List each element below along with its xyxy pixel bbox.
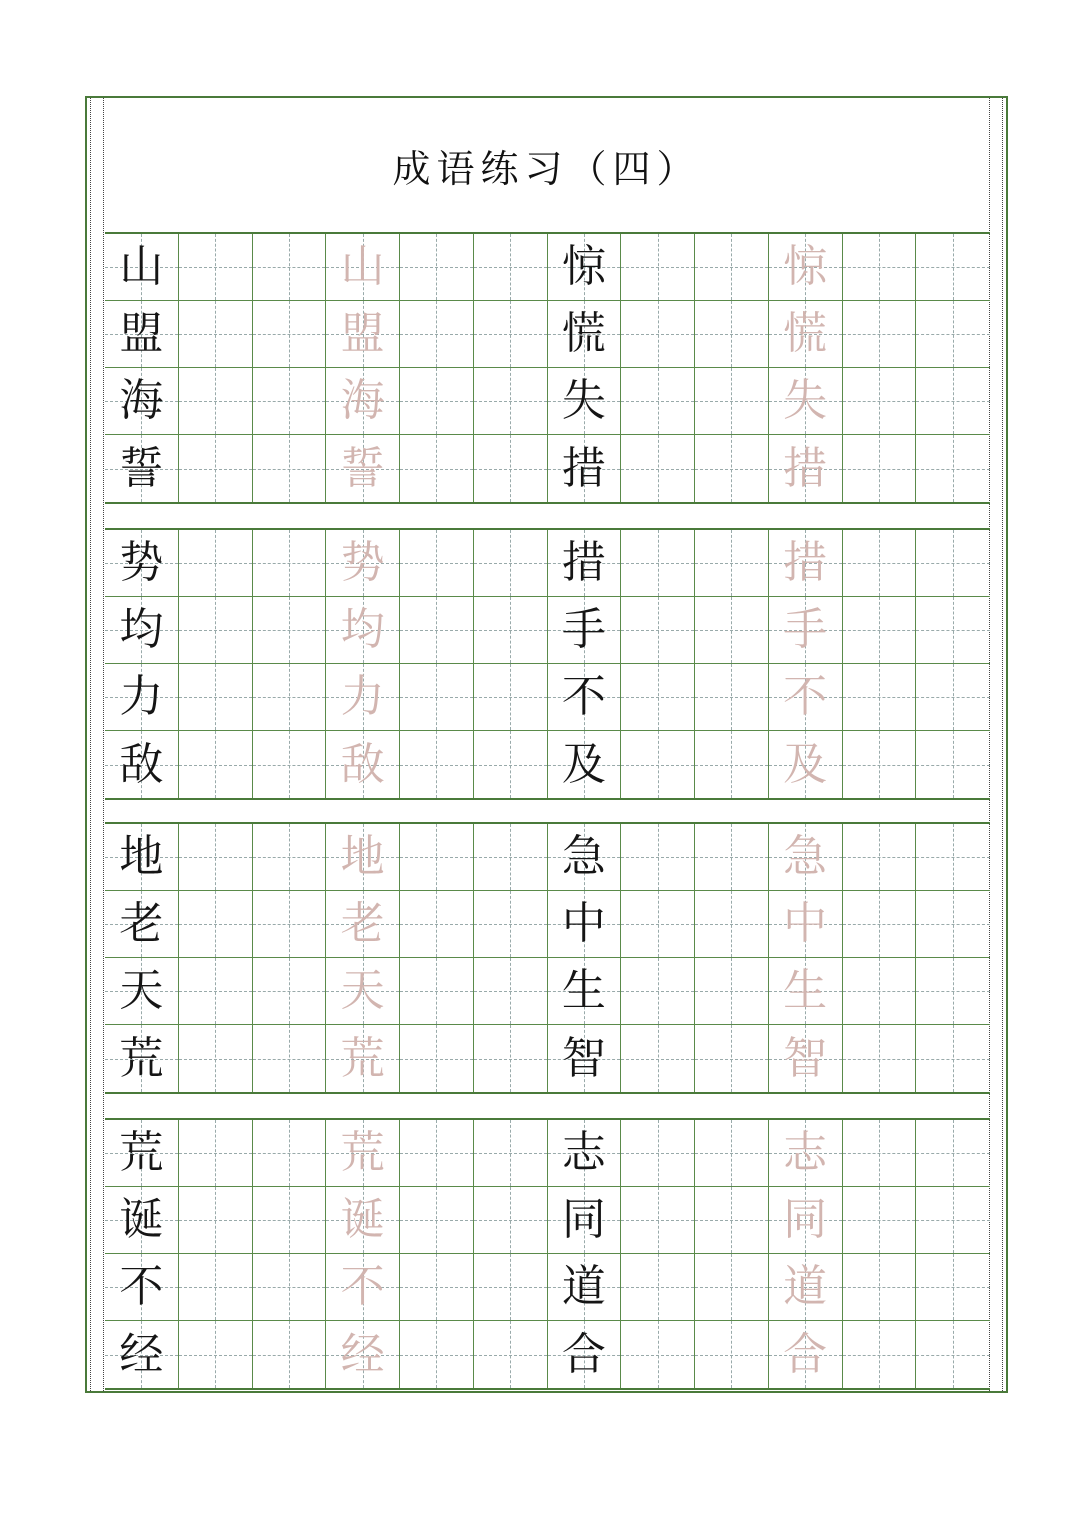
writing-cell[interactable] bbox=[843, 1120, 917, 1187]
writing-cell[interactable] bbox=[253, 368, 327, 435]
writing-cell[interactable] bbox=[769, 1187, 843, 1254]
practice-sheet bbox=[85, 96, 1008, 1393]
writing-cell[interactable] bbox=[548, 958, 622, 1025]
writing-cell[interactable] bbox=[474, 664, 548, 731]
writing-cell[interactable] bbox=[326, 664, 400, 731]
writing-cell[interactable] bbox=[769, 664, 843, 731]
writing-cell[interactable] bbox=[105, 664, 179, 731]
writing-cell[interactable] bbox=[843, 1254, 917, 1321]
writing-cell[interactable] bbox=[695, 824, 769, 891]
writing-cell[interactable] bbox=[474, 731, 548, 798]
writing-cell[interactable] bbox=[474, 1120, 548, 1187]
writing-cell[interactable] bbox=[695, 664, 769, 731]
trace-character: 盟 bbox=[340, 308, 385, 359]
writing-cell[interactable] bbox=[695, 1321, 769, 1388]
trace-character: 誓 bbox=[340, 442, 385, 494]
trace-character: 力 bbox=[340, 671, 385, 722]
writing-cell[interactable] bbox=[105, 958, 179, 1025]
writing-cell[interactable] bbox=[843, 435, 917, 502]
trace-character: 荒 bbox=[340, 1127, 385, 1178]
grid-row bbox=[105, 824, 990, 891]
writing-cell[interactable] bbox=[621, 1120, 695, 1187]
trace-character: 生 bbox=[783, 965, 828, 1016]
writing-cell[interactable] bbox=[326, 1187, 400, 1254]
writing-cell[interactable] bbox=[916, 891, 990, 958]
grid-row bbox=[105, 1254, 990, 1321]
writing-cell[interactable] bbox=[105, 1321, 179, 1388]
writing-cell[interactable] bbox=[769, 530, 843, 597]
writing-cell[interactable] bbox=[843, 234, 917, 301]
model-character: 生 bbox=[561, 965, 606, 1016]
writing-cell[interactable] bbox=[400, 1321, 474, 1388]
writing-cell[interactable] bbox=[253, 530, 327, 597]
writing-cell[interactable] bbox=[621, 301, 695, 368]
writing-cell[interactable] bbox=[105, 824, 179, 891]
writing-cell[interactable] bbox=[769, 958, 843, 1025]
trace-character: 荒 bbox=[340, 1032, 385, 1084]
trace-character: 措 bbox=[783, 442, 828, 494]
writing-cell[interactable] bbox=[253, 1254, 327, 1321]
model-character: 老 bbox=[119, 898, 164, 949]
writing-cell[interactable] bbox=[326, 1120, 400, 1187]
writing-cell[interactable] bbox=[474, 824, 548, 891]
writing-cell[interactable] bbox=[326, 1321, 400, 1388]
writing-cell[interactable] bbox=[548, 1187, 622, 1254]
idiom-section bbox=[105, 528, 990, 800]
writing-cell[interactable] bbox=[695, 530, 769, 597]
writing-cell[interactable] bbox=[474, 958, 548, 1025]
writing-cell[interactable] bbox=[548, 1321, 622, 1388]
writing-cell[interactable] bbox=[400, 435, 474, 502]
model-character: 不 bbox=[561, 671, 606, 722]
model-character: 志 bbox=[561, 1127, 606, 1178]
writing-cell[interactable] bbox=[105, 435, 179, 502]
writing-cell[interactable] bbox=[400, 368, 474, 435]
writing-cell[interactable] bbox=[253, 301, 327, 368]
grid-row bbox=[105, 891, 990, 958]
model-character: 力 bbox=[119, 671, 164, 722]
writing-cell[interactable] bbox=[548, 891, 622, 958]
model-character: 智 bbox=[561, 1032, 606, 1084]
writing-cell[interactable] bbox=[548, 301, 622, 368]
writing-cell[interactable] bbox=[769, 301, 843, 368]
writing-cell[interactable] bbox=[179, 731, 253, 798]
writing-cell[interactable] bbox=[621, 234, 695, 301]
model-character: 急 bbox=[561, 831, 606, 882]
model-character: 同 bbox=[561, 1194, 606, 1245]
writing-cell[interactable] bbox=[695, 1120, 769, 1187]
grid-row bbox=[105, 234, 990, 301]
writing-cell[interactable] bbox=[843, 891, 917, 958]
writing-cell[interactable] bbox=[695, 234, 769, 301]
writing-cell[interactable] bbox=[253, 958, 327, 1025]
writing-cell[interactable] bbox=[105, 530, 179, 597]
writing-cell[interactable] bbox=[474, 530, 548, 597]
writing-cell[interactable] bbox=[916, 234, 990, 301]
writing-cell[interactable] bbox=[400, 1025, 474, 1092]
writing-cell[interactable] bbox=[843, 530, 917, 597]
writing-cell[interactable] bbox=[474, 891, 548, 958]
writing-cell[interactable] bbox=[769, 1120, 843, 1187]
model-character: 诞 bbox=[119, 1194, 164, 1245]
writing-cell[interactable] bbox=[695, 301, 769, 368]
model-character: 失 bbox=[561, 375, 606, 426]
trace-character: 诞 bbox=[340, 1194, 385, 1245]
writing-cell[interactable] bbox=[843, 368, 917, 435]
model-character: 措 bbox=[561, 442, 606, 494]
writing-cell[interactable] bbox=[326, 301, 400, 368]
grid-row bbox=[105, 301, 990, 368]
writing-cell[interactable] bbox=[400, 1254, 474, 1321]
grid-row bbox=[105, 1120, 990, 1187]
grid-row bbox=[105, 1187, 990, 1254]
writing-cell[interactable] bbox=[105, 1187, 179, 1254]
writing-cell[interactable] bbox=[916, 958, 990, 1025]
writing-cell[interactable] bbox=[916, 731, 990, 798]
writing-cell[interactable] bbox=[548, 530, 622, 597]
writing-cell[interactable] bbox=[400, 891, 474, 958]
writing-cell[interactable] bbox=[843, 958, 917, 1025]
writing-cell[interactable] bbox=[916, 301, 990, 368]
writing-cell[interactable] bbox=[326, 435, 400, 502]
writing-cell[interactable] bbox=[548, 824, 622, 891]
writing-cell[interactable] bbox=[326, 731, 400, 798]
writing-cell[interactable] bbox=[253, 891, 327, 958]
writing-cell[interactable] bbox=[474, 301, 548, 368]
writing-cell[interactable] bbox=[548, 1025, 622, 1092]
writing-cell[interactable] bbox=[916, 1120, 990, 1187]
writing-cell[interactable] bbox=[695, 731, 769, 798]
writing-cell[interactable] bbox=[843, 731, 917, 798]
writing-cell[interactable] bbox=[326, 234, 400, 301]
trace-character: 均 bbox=[340, 604, 385, 655]
writing-cell[interactable] bbox=[916, 1254, 990, 1321]
writing-cell[interactable] bbox=[769, 731, 843, 798]
writing-cell[interactable] bbox=[105, 731, 179, 798]
trace-character: 及 bbox=[783, 738, 828, 790]
writing-cell[interactable] bbox=[474, 368, 548, 435]
writing-cell[interactable] bbox=[695, 891, 769, 958]
model-character: 不 bbox=[119, 1261, 164, 1312]
writing-cell[interactable] bbox=[695, 368, 769, 435]
writing-cell[interactable] bbox=[548, 597, 622, 664]
grid-row bbox=[105, 597, 990, 664]
writing-cell[interactable] bbox=[916, 664, 990, 731]
writing-cell[interactable] bbox=[326, 597, 400, 664]
model-character: 及 bbox=[561, 738, 606, 790]
right-margin-dotted-line bbox=[1002, 98, 1003, 1391]
writing-cell[interactable] bbox=[253, 824, 327, 891]
trace-character: 不 bbox=[783, 671, 828, 722]
writing-cell[interactable] bbox=[179, 891, 253, 958]
trace-character: 失 bbox=[783, 375, 828, 426]
grid-row bbox=[105, 664, 990, 731]
model-character: 措 bbox=[561, 537, 606, 588]
writing-cell[interactable] bbox=[621, 435, 695, 502]
writing-cell[interactable] bbox=[400, 958, 474, 1025]
trace-character: 志 bbox=[783, 1127, 828, 1178]
model-character: 慌 bbox=[561, 308, 606, 359]
writing-cell[interactable] bbox=[916, 1321, 990, 1388]
trace-character: 天 bbox=[340, 965, 385, 1016]
trace-character: 手 bbox=[783, 604, 828, 655]
writing-cell[interactable] bbox=[621, 1321, 695, 1388]
writing-cell[interactable] bbox=[548, 368, 622, 435]
writing-cell[interactable] bbox=[843, 824, 917, 891]
writing-cell[interactable] bbox=[179, 1321, 253, 1388]
trace-character: 经 bbox=[340, 1328, 385, 1380]
writing-cell[interactable] bbox=[105, 234, 179, 301]
writing-cell[interactable] bbox=[474, 1254, 548, 1321]
writing-cell[interactable] bbox=[400, 301, 474, 368]
writing-cell[interactable] bbox=[769, 1321, 843, 1388]
writing-cell[interactable] bbox=[769, 1254, 843, 1321]
writing-cell[interactable] bbox=[621, 530, 695, 597]
writing-cell[interactable] bbox=[843, 597, 917, 664]
writing-cell[interactable] bbox=[105, 1025, 179, 1092]
writing-cell[interactable] bbox=[400, 731, 474, 798]
writing-cell[interactable] bbox=[326, 530, 400, 597]
trace-character: 慌 bbox=[783, 308, 828, 359]
trace-character: 敌 bbox=[340, 738, 385, 790]
writing-cell[interactable] bbox=[179, 597, 253, 664]
model-character: 海 bbox=[119, 375, 164, 426]
trace-character: 山 bbox=[340, 241, 385, 292]
model-character: 经 bbox=[119, 1328, 164, 1380]
writing-cell[interactable] bbox=[179, 1187, 253, 1254]
model-character: 地 bbox=[119, 831, 164, 882]
writing-cell[interactable] bbox=[253, 597, 327, 664]
writing-cell[interactable] bbox=[179, 301, 253, 368]
writing-cell[interactable] bbox=[326, 958, 400, 1025]
left-margin-dotted-line bbox=[90, 98, 91, 1391]
writing-cell[interactable] bbox=[400, 1187, 474, 1254]
writing-cell[interactable] bbox=[105, 891, 179, 958]
writing-cell[interactable] bbox=[179, 435, 253, 502]
trace-character: 地 bbox=[340, 831, 385, 882]
writing-cell[interactable] bbox=[548, 1120, 622, 1187]
model-character: 荒 bbox=[119, 1127, 164, 1178]
writing-cell[interactable] bbox=[400, 824, 474, 891]
model-character: 敌 bbox=[119, 738, 164, 790]
writing-cell[interactable] bbox=[548, 234, 622, 301]
model-character: 道 bbox=[561, 1261, 606, 1312]
grid-row bbox=[105, 958, 990, 1025]
writing-cell[interactable] bbox=[105, 1120, 179, 1187]
writing-cell[interactable] bbox=[326, 824, 400, 891]
writing-cell[interactable] bbox=[916, 1187, 990, 1254]
model-character: 誓 bbox=[119, 442, 164, 494]
writing-cell[interactable] bbox=[843, 1187, 917, 1254]
writing-cell[interactable] bbox=[695, 597, 769, 664]
writing-cell[interactable] bbox=[474, 597, 548, 664]
writing-cell[interactable] bbox=[326, 368, 400, 435]
trace-character: 措 bbox=[783, 537, 828, 588]
writing-cell[interactable] bbox=[400, 234, 474, 301]
writing-cell[interactable] bbox=[105, 1254, 179, 1321]
writing-cell[interactable] bbox=[474, 234, 548, 301]
idiom-section bbox=[105, 822, 990, 1094]
writing-cell[interactable] bbox=[179, 1120, 253, 1187]
writing-cell[interactable] bbox=[621, 891, 695, 958]
writing-cell[interactable] bbox=[916, 1025, 990, 1092]
writing-cell[interactable] bbox=[621, 1187, 695, 1254]
grid-row bbox=[105, 435, 990, 502]
idiom-section bbox=[105, 232, 990, 504]
model-character: 山 bbox=[119, 241, 164, 292]
writing-cell[interactable] bbox=[105, 301, 179, 368]
writing-cell[interactable] bbox=[179, 824, 253, 891]
writing-cell[interactable] bbox=[474, 1025, 548, 1092]
writing-cell[interactable] bbox=[621, 958, 695, 1025]
writing-cell[interactable] bbox=[400, 1120, 474, 1187]
writing-cell[interactable] bbox=[695, 1025, 769, 1092]
writing-cell[interactable] bbox=[916, 530, 990, 597]
writing-cell[interactable] bbox=[179, 1025, 253, 1092]
grid-row bbox=[105, 1321, 990, 1388]
writing-cell[interactable] bbox=[769, 597, 843, 664]
writing-cell[interactable] bbox=[769, 368, 843, 435]
grid-row bbox=[105, 530, 990, 597]
model-character: 均 bbox=[119, 604, 164, 655]
writing-cell[interactable] bbox=[769, 435, 843, 502]
writing-cell[interactable] bbox=[474, 435, 548, 502]
model-character: 天 bbox=[119, 965, 164, 1016]
model-character: 势 bbox=[119, 537, 164, 588]
writing-cell[interactable] bbox=[621, 1254, 695, 1321]
trace-character: 同 bbox=[783, 1194, 828, 1245]
writing-cell[interactable] bbox=[253, 1321, 327, 1388]
title-box bbox=[105, 98, 988, 232]
writing-cell[interactable] bbox=[548, 731, 622, 798]
writing-cell[interactable] bbox=[621, 597, 695, 664]
writing-cell[interactable] bbox=[621, 1025, 695, 1092]
trace-character: 合 bbox=[783, 1328, 828, 1380]
writing-cell[interactable] bbox=[916, 597, 990, 664]
writing-cell[interactable] bbox=[695, 435, 769, 502]
writing-cell[interactable] bbox=[179, 958, 253, 1025]
writing-cell[interactable] bbox=[769, 234, 843, 301]
writing-cell[interactable] bbox=[253, 435, 327, 502]
writing-cell[interactable] bbox=[769, 1025, 843, 1092]
writing-cell[interactable] bbox=[253, 731, 327, 798]
trace-character: 不 bbox=[340, 1261, 385, 1312]
model-character: 惊 bbox=[561, 241, 606, 292]
writing-cell[interactable] bbox=[326, 1254, 400, 1321]
writing-cell[interactable] bbox=[621, 664, 695, 731]
model-character: 荒 bbox=[119, 1032, 164, 1084]
writing-cell[interactable] bbox=[253, 1187, 327, 1254]
writing-cell[interactable] bbox=[695, 958, 769, 1025]
trace-character: 老 bbox=[340, 898, 385, 949]
writing-cell[interactable] bbox=[253, 234, 327, 301]
writing-cell[interactable] bbox=[253, 1025, 327, 1092]
writing-cell[interactable] bbox=[843, 664, 917, 731]
writing-cell[interactable] bbox=[326, 1025, 400, 1092]
writing-cell[interactable] bbox=[769, 824, 843, 891]
writing-cell[interactable] bbox=[400, 664, 474, 731]
writing-cell[interactable] bbox=[179, 234, 253, 301]
page-title: 成语练习（四） bbox=[392, 146, 701, 191]
trace-character: 势 bbox=[340, 537, 385, 588]
trace-character: 道 bbox=[783, 1261, 828, 1312]
writing-cell[interactable] bbox=[400, 530, 474, 597]
trace-character: 智 bbox=[783, 1032, 828, 1084]
writing-cell[interactable] bbox=[916, 368, 990, 435]
writing-cell[interactable] bbox=[179, 368, 253, 435]
writing-cell[interactable] bbox=[621, 824, 695, 891]
grid-row bbox=[105, 731, 990, 798]
left-margin-dotted-line-inner bbox=[103, 98, 104, 1391]
writing-cell[interactable] bbox=[916, 435, 990, 502]
writing-cell[interactable] bbox=[400, 597, 474, 664]
writing-cell[interactable] bbox=[105, 368, 179, 435]
trace-character: 急 bbox=[783, 831, 828, 882]
writing-cell[interactable] bbox=[916, 824, 990, 891]
writing-cell[interactable] bbox=[695, 1254, 769, 1321]
model-character: 中 bbox=[561, 898, 606, 949]
trace-character: 海 bbox=[340, 375, 385, 426]
writing-cell[interactable] bbox=[179, 1254, 253, 1321]
model-character: 手 bbox=[561, 604, 606, 655]
writing-cell[interactable] bbox=[548, 664, 622, 731]
writing-cell[interactable] bbox=[179, 530, 253, 597]
writing-cell[interactable] bbox=[253, 664, 327, 731]
writing-cell[interactable] bbox=[474, 1187, 548, 1254]
writing-cell[interactable] bbox=[621, 368, 695, 435]
trace-character: 惊 bbox=[783, 241, 828, 292]
grid-row bbox=[105, 1025, 990, 1092]
writing-cell[interactable] bbox=[474, 1321, 548, 1388]
writing-cell[interactable] bbox=[548, 1254, 622, 1321]
writing-cell[interactable] bbox=[695, 1187, 769, 1254]
writing-cell[interactable] bbox=[843, 301, 917, 368]
model-character: 合 bbox=[561, 1328, 606, 1380]
writing-cell[interactable] bbox=[769, 891, 843, 958]
writing-cell[interactable] bbox=[843, 1025, 917, 1092]
grid-row bbox=[105, 368, 990, 435]
writing-cell[interactable] bbox=[179, 664, 253, 731]
writing-cell[interactable] bbox=[253, 1120, 327, 1187]
writing-cell[interactable] bbox=[326, 891, 400, 958]
writing-cell[interactable] bbox=[548, 435, 622, 502]
idiom-section bbox=[105, 1118, 990, 1390]
writing-cell[interactable] bbox=[621, 731, 695, 798]
writing-cell[interactable] bbox=[105, 597, 179, 664]
model-character: 盟 bbox=[119, 308, 164, 359]
trace-character: 中 bbox=[783, 898, 828, 949]
writing-cell[interactable] bbox=[843, 1321, 917, 1388]
